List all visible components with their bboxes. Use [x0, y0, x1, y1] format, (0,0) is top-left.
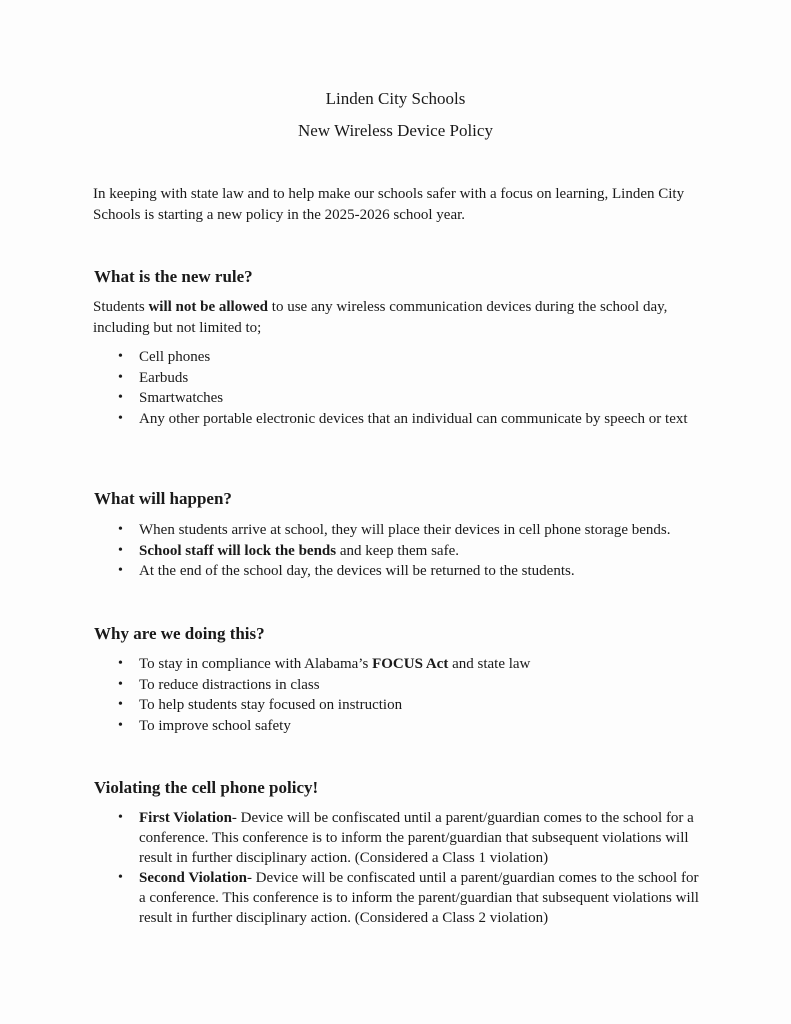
heading-violations: Violating the cell phone policy! — [94, 778, 319, 797]
happen-item-rest: and keep them safe. — [336, 542, 459, 559]
why-item-bold: FOCUS Act — [372, 656, 449, 672]
list-item: • Earbuds — [118, 368, 698, 389]
list-item: • To improve school safety — [118, 716, 698, 737]
list-item: • Smartwatches — [118, 388, 698, 409]
list-item — [118, 868, 700, 928]
list-item — [118, 541, 718, 562]
second-violation-text: - Device will be confiscated until a parent/guardian comes to the school for a conference. This conference is to inform the parent/guardian that subsequent violations will result in further disciplinary action. (Considered a Class 2 violation) — [139, 870, 699, 926]
list-item: • To reduce distractions in class — [118, 675, 698, 696]
device-list — [118, 347, 698, 429]
intro-paragraph: In keeping with state law and to help make our schools safer with a focus on learning, Linden City Schools is starting a new policy in the 2025-2026 school year. — [93, 186, 685, 223]
heading-new-rule: What is the new rule? — [94, 267, 253, 286]
happen-list — [118, 520, 718, 582]
first-violation-label: First Violation — [139, 810, 232, 826]
document-title: Linden City Schools — [325, 89, 466, 108]
why-item-after: and state law — [448, 656, 531, 672]
first-violation-text: - Device will be confiscated until a parent/guardian comes to the school for a conference. This conference is to inform the parent/guardian that subsequent violations will result in further disciplinary action. (Considered a Class 1 violation) — [139, 810, 694, 866]
list-item — [118, 654, 698, 675]
document-subtitle: New Wireless Device Policy — [298, 121, 493, 140]
list-item — [118, 808, 700, 868]
list-item: • When students arrive at school, they will place their devices in cell phone storage bends. — [118, 520, 718, 541]
heading-why: Why are we doing this? — [94, 624, 265, 643]
rule-paragraph — [93, 297, 693, 339]
rule-text-bold: will not be allowed — [148, 299, 269, 315]
list-item: • Any other portable electronic devices that an individual can communicate by speech or text — [118, 409, 698, 430]
list-item: • Cell phones — [118, 347, 698, 368]
list-item: • At the end of the school day, the devices will be returned to the students. — [118, 561, 718, 582]
violations-list — [118, 808, 700, 928]
rule-text-after: to use any wireless communication devices during the school day, including but not limited to; — [93, 299, 668, 336]
heading-what-will-happen: What will happen? — [94, 489, 232, 508]
why-item-before: To stay in compliance with Alabama’s — [139, 656, 373, 672]
rule-text-before: Students — [93, 299, 149, 315]
list-item: • To help students stay focused on instruction — [118, 695, 698, 716]
why-list — [118, 654, 698, 736]
second-violation-label: Second Violation — [139, 870, 247, 886]
happen-item-bold: School staff will lock the bends — [139, 542, 337, 559]
